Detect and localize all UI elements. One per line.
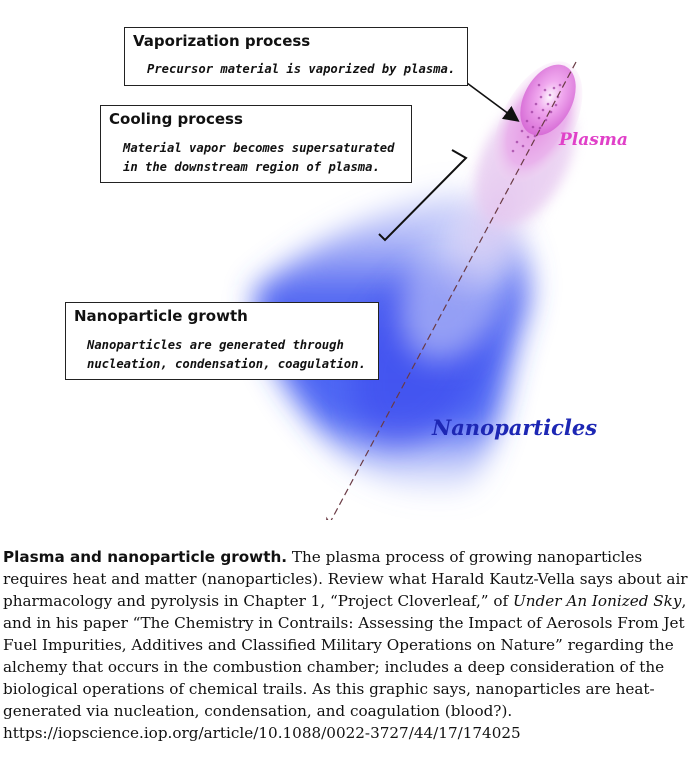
growth-text-line1: Nanoparticles are generated through bbox=[87, 338, 344, 352]
caption-text-part1: The plasma process of growing nanoparticles requires heat and matter (nanoparticles). Review what Harald Kautz-Vella says about air pharmacology and pyrolysis in Chapter 1, “Project Cloverleaf,” of bbox=[3, 548, 688, 610]
growth-title: Nanoparticle growth bbox=[74, 307, 248, 325]
vaporization-text: Precursor material is vaporized by plasma. bbox=[147, 62, 456, 76]
caption-lead: Plasma and nanoparticle growth. bbox=[3, 548, 288, 566]
cooling-text-line2: in the downstream region of plasma. bbox=[123, 160, 380, 174]
plasma-label: Plasma bbox=[559, 130, 628, 150]
growth-text-line2: nucleation, condensation, coagulation. bbox=[87, 357, 366, 371]
caption-text-part2: , and in his paper “The Chemistry in Contrails: Assessing the Impact of Aerosols From Jet Fuel Impurities, Additives and Classified Military Operations on Nature” regarding the alchemy that occurs in the combustion chamber; includes a deep consideration of the biological operations of chemical trails. As this graphic says, nanoparticles are heat-generated via nucleation, condensation, and coagulation (blood?). bbox=[3, 592, 687, 720]
figure-caption bbox=[3, 546, 689, 744]
vaporization-box bbox=[124, 27, 468, 86]
cooling-title: Cooling process bbox=[109, 110, 243, 128]
growth-box bbox=[65, 302, 379, 380]
cooling-text-line1: Material vapor becomes supersaturated bbox=[123, 141, 395, 155]
nanoparticles-label: Nanoparticles bbox=[432, 415, 598, 440]
caption-book-title: Under An Ionized Sky bbox=[512, 592, 682, 610]
caption-url-link[interactable]: https://iopscience.iop.org/article/10.1088/0022-3727/44/17/174025 bbox=[3, 724, 521, 742]
cooling-box bbox=[100, 105, 412, 183]
vaporization-title: Vaporization process bbox=[133, 32, 311, 50]
